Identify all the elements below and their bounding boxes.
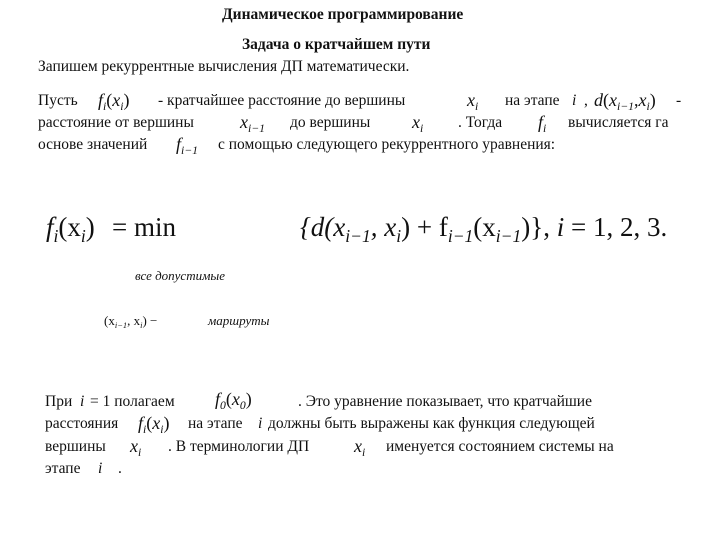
p1-word-let: Пусть [38,92,78,109]
formula-min: = min [112,212,176,242]
p2-l4-i: i [98,460,103,477]
p2-l2-i: i [258,415,263,432]
intro-line: Запишем рекуррентные вычисления ДП математически. [38,58,410,75]
p2-l4-text-a: этапе [45,460,81,477]
math-fi-xi-2: $f_i(x_i)$ [138,413,170,437]
math-fim1: $f_{i-1}$ [176,134,198,158]
math-xi-1: $x_i$ [467,90,479,114]
page-title: Динамическое программирование [222,6,464,23]
formula-under-1: все допустимые [135,268,225,283]
formula-under-2-word: маршруты [208,313,270,328]
math-f0-x0: $f_0(x_0)$ [215,389,252,413]
math-xim1: $x_{i-1}$ [240,112,265,136]
p1-l3-text-b: с помощью следующего рекуррентного уравнения: [218,136,556,153]
p1-l2-text-d: вычисляется га [568,114,669,131]
formula-lhs: $f_i(x_i)$ [46,212,95,247]
p2-l2-text-b: на этапе [188,415,243,432]
p2-l4-dot: . [118,460,122,477]
p2-l3-text-a: вершины [45,438,106,455]
p1-l1-i: i [572,92,577,109]
p1-l3-text-a: основе значений [38,136,148,153]
math-d-dist: $d(x_{i-1},x_i)$ [594,90,656,114]
p2-l1-i: i [80,393,85,410]
p2-l2-text-a: расстояния [45,415,119,432]
p2-l3-text-c: именуется состоянием системы на [386,438,614,455]
p2-l1-text-a: При [45,393,73,410]
p1-l1-stage: на этапе [505,92,560,109]
p2-l3-text-b: . В терминологии ДП [168,438,310,455]
formula-rhs: {$d(x_{i-1}$, $x_i) + f_{i-1}(x_{i-1})$}, i = 1, 2, 3. [300,212,668,247]
p1-l2-text-c: . Тогда [458,114,503,131]
math-fi: $f_i$ [538,112,547,136]
p2-l2-text-c: должны быть выражены как функция следующей [268,415,595,432]
p2-l1-text-c: . Это уравнение показывает, что кратчайшие [298,393,592,410]
math-xi-4: $x_i$ [354,436,366,460]
p1-l1-comma: , [584,92,588,109]
p1-l2-text-a: расстояние от вершины [38,114,194,131]
math-xi-3: $x_i$ [130,436,142,460]
math-xi-2: $x_i$ [412,112,424,136]
page-subtitle: Задача о кратчайшем пути [242,36,431,53]
math-fi-xi: $f_i(x_i)$ [98,90,130,114]
p1-l1-dash: - [676,92,682,109]
p2-l1-text-b: = 1 полагаем [90,393,175,410]
formula-under-2: ($x_{i-1}$, $x_i$) − [104,313,158,330]
p1-l2-text-b: до вершины [290,114,371,131]
p1-l1-text: - кратчайшее расстояние до вершины [158,92,406,109]
